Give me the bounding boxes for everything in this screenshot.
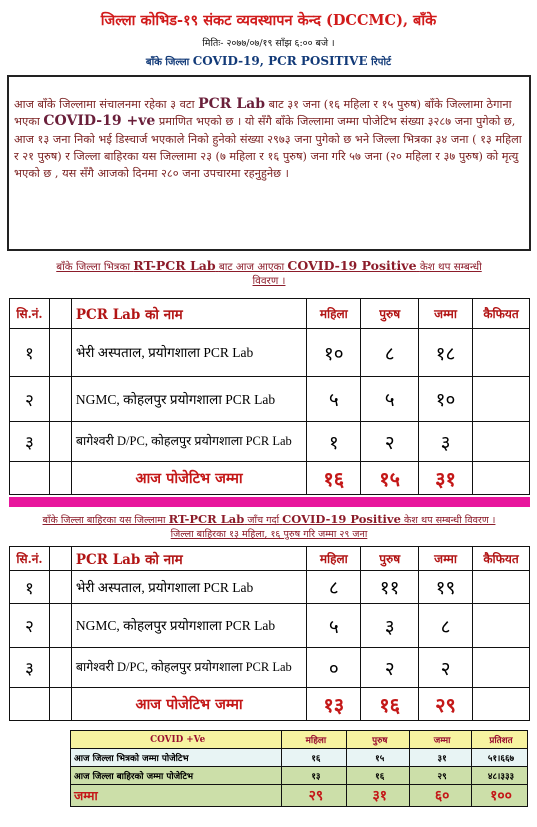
table1-header-name: PCR Lab को नाम	[71, 299, 306, 329]
row-lab-name: भेरी अस्पताल, प्रयोगशाला PCR Lab	[71, 571, 306, 604]
row-lab-name: भेरी अस्पताल, प्रयोगशाला PCR Lab	[71, 329, 306, 377]
row-sn: ३	[10, 422, 50, 462]
row-lab-name: NGMC, कोहलपुर प्रयोगशाला PCR Lab	[71, 604, 306, 648]
row-total: १९	[419, 571, 473, 604]
table1-header-sn: सि.नं.	[10, 299, 50, 329]
row-remarks	[473, 377, 530, 422]
table-row	[10, 648, 530, 688]
summary-header-row	[71, 731, 528, 749]
summary-table	[70, 730, 528, 807]
summary-header-female: महिला	[282, 731, 347, 749]
report-title: जिल्ला कोभिड-१९ संकट व्यवस्थापन केन्द (DCCMC), बाँके	[100, 12, 437, 29]
summary-total-female: २९	[282, 785, 347, 807]
row-lab-name: बागेश्वरी D/PC, कोहलपुर प्रयोगशाला PCR Lab	[71, 648, 306, 688]
summary-paragraph	[14, 96, 524, 182]
row-lab-name: NGMC, कोहलपुर प्रयोगशाला PCR Lab	[71, 377, 306, 422]
row-sn: २	[10, 377, 50, 422]
summary-header-male: पुरुष	[347, 731, 410, 749]
table2-header-total: जम्मा	[419, 547, 473, 571]
row-remarks	[473, 422, 530, 462]
table-row	[10, 377, 530, 422]
summary-header-total: जम्मा	[410, 731, 472, 749]
section2-line2: जिल्ला बाहिरका १३ महिला, १६ पुरुष गरि जम्मा २९ जना	[170, 529, 368, 540]
row-remarks	[473, 604, 530, 648]
subtitle-main: COVID-19, PCR POSITIVE	[192, 54, 368, 68]
section1-part-e: केश थप सम्बन्धी	[419, 261, 482, 273]
section1-line2: विवरण ।	[252, 275, 286, 287]
row-male: ३	[361, 604, 419, 648]
table-outside-district	[9, 546, 530, 721]
summary-total-percent: १००	[472, 785, 528, 807]
table-row	[10, 604, 530, 648]
row-total: २	[419, 648, 473, 688]
summary-text-2: बाट ३१ जना (१६ महिला र १५ पुरुष) बाँके जिल्लामा ठेगाना भएका	[14, 98, 512, 129]
row-male: २	[361, 422, 419, 462]
summary-row-percent: ४८।३३३	[472, 767, 528, 785]
total-total: २९	[419, 688, 473, 721]
table-row	[10, 329, 530, 377]
summary-total-label: जम्मा	[71, 785, 282, 807]
row-lab-name: बागेश्वरी D/PC, कोहलपुर प्रयोगशाला PCR Lab	[71, 422, 306, 462]
summary-row-male: १६	[347, 767, 410, 785]
summary-row-total: ३१	[410, 749, 472, 767]
summary-header-percent: प्रतिशत	[472, 731, 528, 749]
table1-header-female: महिला	[307, 299, 361, 329]
summary-total-male: ३१	[347, 785, 410, 807]
section2-heading	[12, 512, 526, 542]
total-label: आज पोजेटिभ जम्मा	[71, 462, 306, 495]
table2-header-female: महिला	[307, 547, 361, 571]
row-female: ८	[307, 571, 361, 604]
table2-header-name: PCR Lab को नाम	[71, 547, 306, 571]
report-date: मितिः- २०७७/०७/१९ साँझ ६:०० बजे ।	[202, 38, 335, 49]
summary-total-row	[71, 785, 528, 807]
section1-part-b: RT-PCR Lab	[133, 258, 216, 273]
summary-row-female: १६	[282, 749, 347, 767]
row-sn: १	[10, 329, 50, 377]
total-female: १६	[307, 462, 361, 495]
row-sn: ३	[10, 648, 50, 688]
summary-row-male: १५	[347, 749, 410, 767]
summary-text-3: प्रमाणित भएको छ । यो सँगै बाँके जिल्लामा जम्मा पोजेटिभ संख्या ३२८७ जना पुगेको छ, आज १३ जना निको भई डिस्चार्ज भएकाले निको हुनेको संख्या २९७३ जना पुगेको छ भने जिल्ला भित्रका ३४ जना ( १३ महिला र २१ पुरुष) र जिल्ला बाहिरका यस जिल्लामा २३ (७ महिला र १६ पुरुष) जना गरि ५७ जना (२० महिला र ३७ पुरुष) को मृत्यु भएको छ , यस सँगै आजको दिनमा २८० जना उपचारमा रहनुहुनेछ ।	[14, 115, 522, 181]
row-female: ०	[307, 648, 361, 688]
row-female: १०	[307, 329, 361, 377]
pink-divider	[9, 497, 530, 507]
row-remarks	[473, 648, 530, 688]
row-total: १८	[419, 329, 473, 377]
row-total: ३	[419, 422, 473, 462]
summary-row-label: आज जिल्ला भित्रको जम्मा पोजेटिभ	[71, 749, 282, 767]
section2-part-a: बाँके जिल्ला बाहिरका यस जिल्लामा	[42, 515, 166, 526]
table2-total-row	[10, 688, 530, 721]
summary-total-total: ६०	[410, 785, 472, 807]
subtitle-suffix: रिपोर्ट	[371, 57, 392, 68]
table2-header-sn: सि.नं.	[10, 547, 50, 571]
summary-row-female: १३	[282, 767, 347, 785]
total-male: १५	[361, 462, 419, 495]
summary-row-percent: ५१।६६७	[472, 749, 528, 767]
total-female: १३	[307, 688, 361, 721]
table1-total-row	[10, 462, 530, 495]
row-female: ५	[307, 377, 361, 422]
section2-part-b: RT-PCR Lab	[168, 512, 245, 526]
row-sn: २	[10, 604, 50, 648]
table1-header-row	[10, 299, 530, 329]
total-total: ३१	[419, 462, 473, 495]
table2-header-row	[10, 547, 530, 571]
row-total: ८	[419, 604, 473, 648]
row-female: १	[307, 422, 361, 462]
row-sn: १	[10, 571, 50, 604]
row-male: ८	[361, 329, 419, 377]
table1-header-remarks: कैफियत	[473, 299, 530, 329]
total-male: १६	[361, 688, 419, 721]
row-remarks	[473, 329, 530, 377]
report-subtitle	[0, 54, 537, 68]
table-row	[10, 571, 530, 604]
table1-header-male: पुरुष	[361, 299, 419, 329]
summary-covid-positive: COVID-19 +ve	[43, 113, 156, 130]
summary-text-1: आज बाँके जिल्लामा संचालनमा रहेका ३ वटा	[14, 98, 195, 111]
table-row	[71, 767, 528, 785]
section1-heading	[14, 259, 524, 288]
section2-part-c: जाँच गर्दा	[247, 515, 280, 526]
row-male: ५	[361, 377, 419, 422]
section2-part-e: केश थप सम्बन्धी विवरण ।	[404, 515, 496, 526]
summary-header-label: COVID +Ve	[71, 731, 282, 749]
subtitle-prefix: बाँके जिल्ला	[145, 57, 190, 68]
row-female: ५	[307, 604, 361, 648]
table1-header-total: जम्मा	[419, 299, 473, 329]
section1-part-a: बाँके जिल्ला भित्रका	[56, 261, 131, 273]
section1-part-c: बाट आज आएका	[218, 261, 285, 273]
summary-pcr-lab: PCR Lab	[198, 96, 266, 112]
table2-header-remarks: कैफियत	[473, 547, 530, 571]
table-row	[71, 749, 528, 767]
table-inside-district	[9, 298, 530, 495]
section2-part-d: COVID-19 Positive	[282, 512, 401, 526]
table2-header-male: पुरुष	[361, 547, 419, 571]
section1-part-d: COVID-19 Positive	[287, 258, 417, 273]
table-row	[10, 422, 530, 462]
row-male: ११	[361, 571, 419, 604]
total-label: आज पोजेटिभ जम्मा	[71, 688, 306, 721]
summary-row-total: २९	[410, 767, 472, 785]
row-male: २	[361, 648, 419, 688]
row-total: १०	[419, 377, 473, 422]
row-remarks	[473, 571, 530, 604]
summary-row-label: आज जिल्ला बाहिरको जम्मा पोजेटिभ	[71, 767, 282, 785]
